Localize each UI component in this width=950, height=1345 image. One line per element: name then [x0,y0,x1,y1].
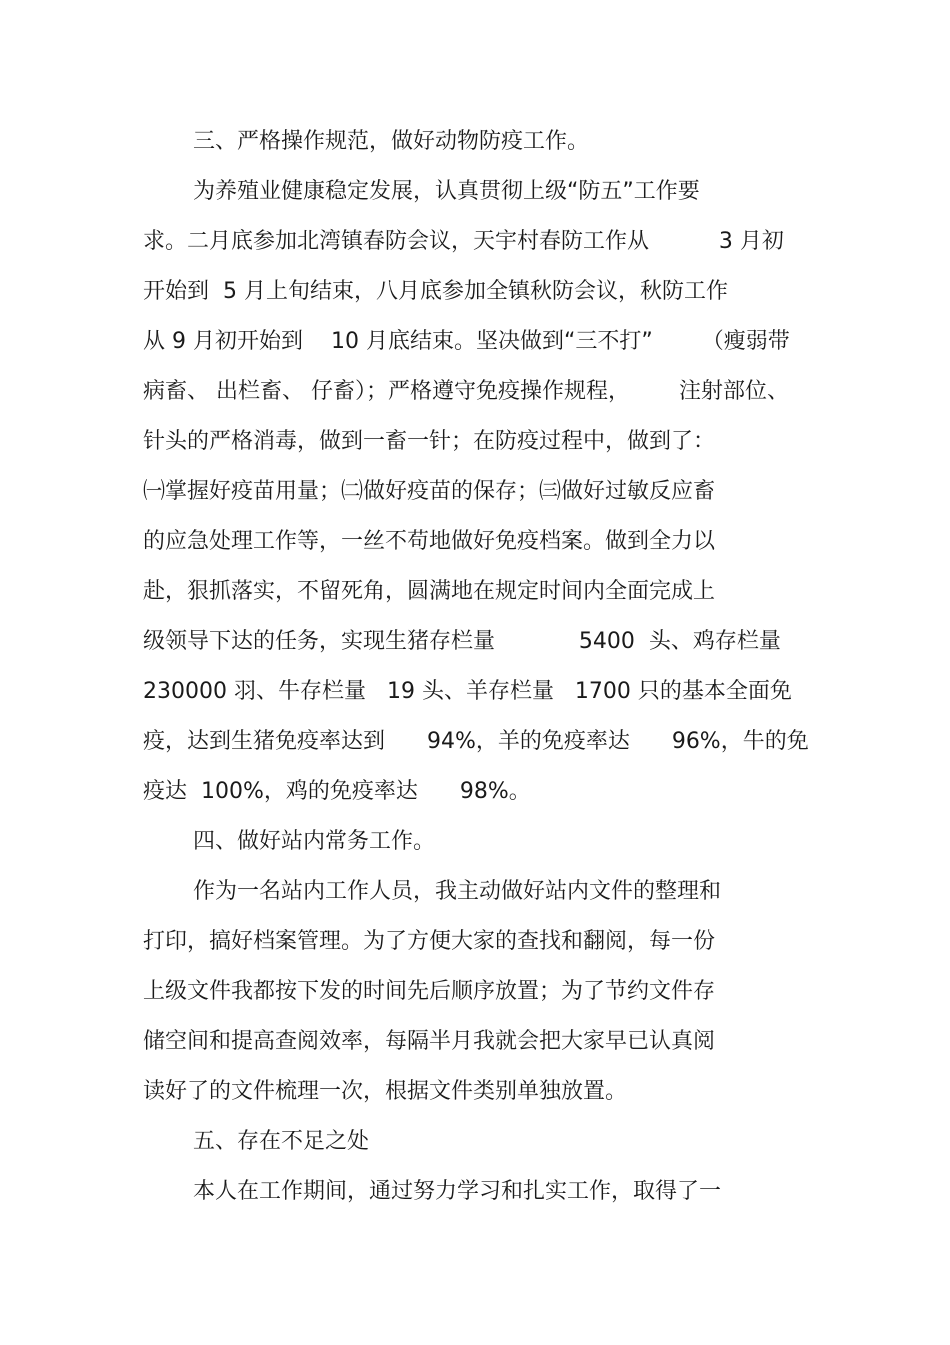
paragraph-line: 的应急处理工作等，一丝不苟地做好免疫档案。做到全力以 [143,529,716,554]
paragraph-line: 上级文件我都按下发的时间先后顺序放置；为了节约文件存 [143,979,716,1004]
paragraph-line: 储空间和提高查阅效率，每隔半月我就会把大家早已认真阅 [143,1029,716,1054]
paragraph-line: 疫达 100%，鸡的免疫率达 98%。 [143,779,531,804]
paragraph-line: 本人在工作期间，通过努力学习和扎实工作，取得了一 [193,1179,722,1204]
paragraph-line: 开始到 5 月上旬结束，八月底参加全镇秋防会议，秋防工作 [143,279,728,304]
section-heading-3: 三、严格操作规范，做好动物防疫工作。 [193,129,590,154]
paragraph-line: 作为一名站内工作人员，我主动做好站内文件的整理和 [193,879,722,904]
paragraph-line: 读好了的文件梳理一次，根据文件类别单独放置。 [143,1079,628,1104]
paragraph-line: 求。二月底参加北湾镇春防会议，天宇村春防工作从 3 月初 [143,229,784,254]
paragraph-line: 赴，狠抓落实，不留死角，圆满地在规定时间内全面完成上 [143,579,716,604]
paragraph-line: ㈠掌握好疫苗用量；㈡做好疫苗的保存；㈢做好过敏反应畜 [143,479,716,504]
paragraph-line: 为养殖业健康稳定发展，认真贯彻上级“防五”工作要 [193,179,700,204]
paragraph-line: 针头的严格消毒，做到一畜一针；在防疫过程中，做到了： [143,429,716,454]
paragraph-line: 病畜、 出栏畜、 仔畜）；严格遵守免疫操作规程， 注射部位、 [143,379,789,404]
paragraph-line: 从 9 月初开始到 10 月底结束。坚决做到“三不打” （瘦弱带 [143,329,790,354]
section-heading-5: 五、存在不足之处 [193,1129,370,1154]
paragraph-line: 打印，搞好档案管理。为了方便大家的查找和翻阅，每一份 [143,929,716,954]
paragraph-line: 疫，达到生猪免疫率达到 94%，羊的免疫率达 96%，牛的免 [143,729,809,754]
section-heading-4: 四、做好站内常务工作。 [193,829,436,854]
paragraph-line: 230000 羽、牛存栏量 19 头、羊存栏量 1700 只的基本全面免 [143,679,792,704]
paragraph-line: 级领导下达的任务，实现生猪存栏量 5400 头、鸡存栏量 [143,629,781,654]
